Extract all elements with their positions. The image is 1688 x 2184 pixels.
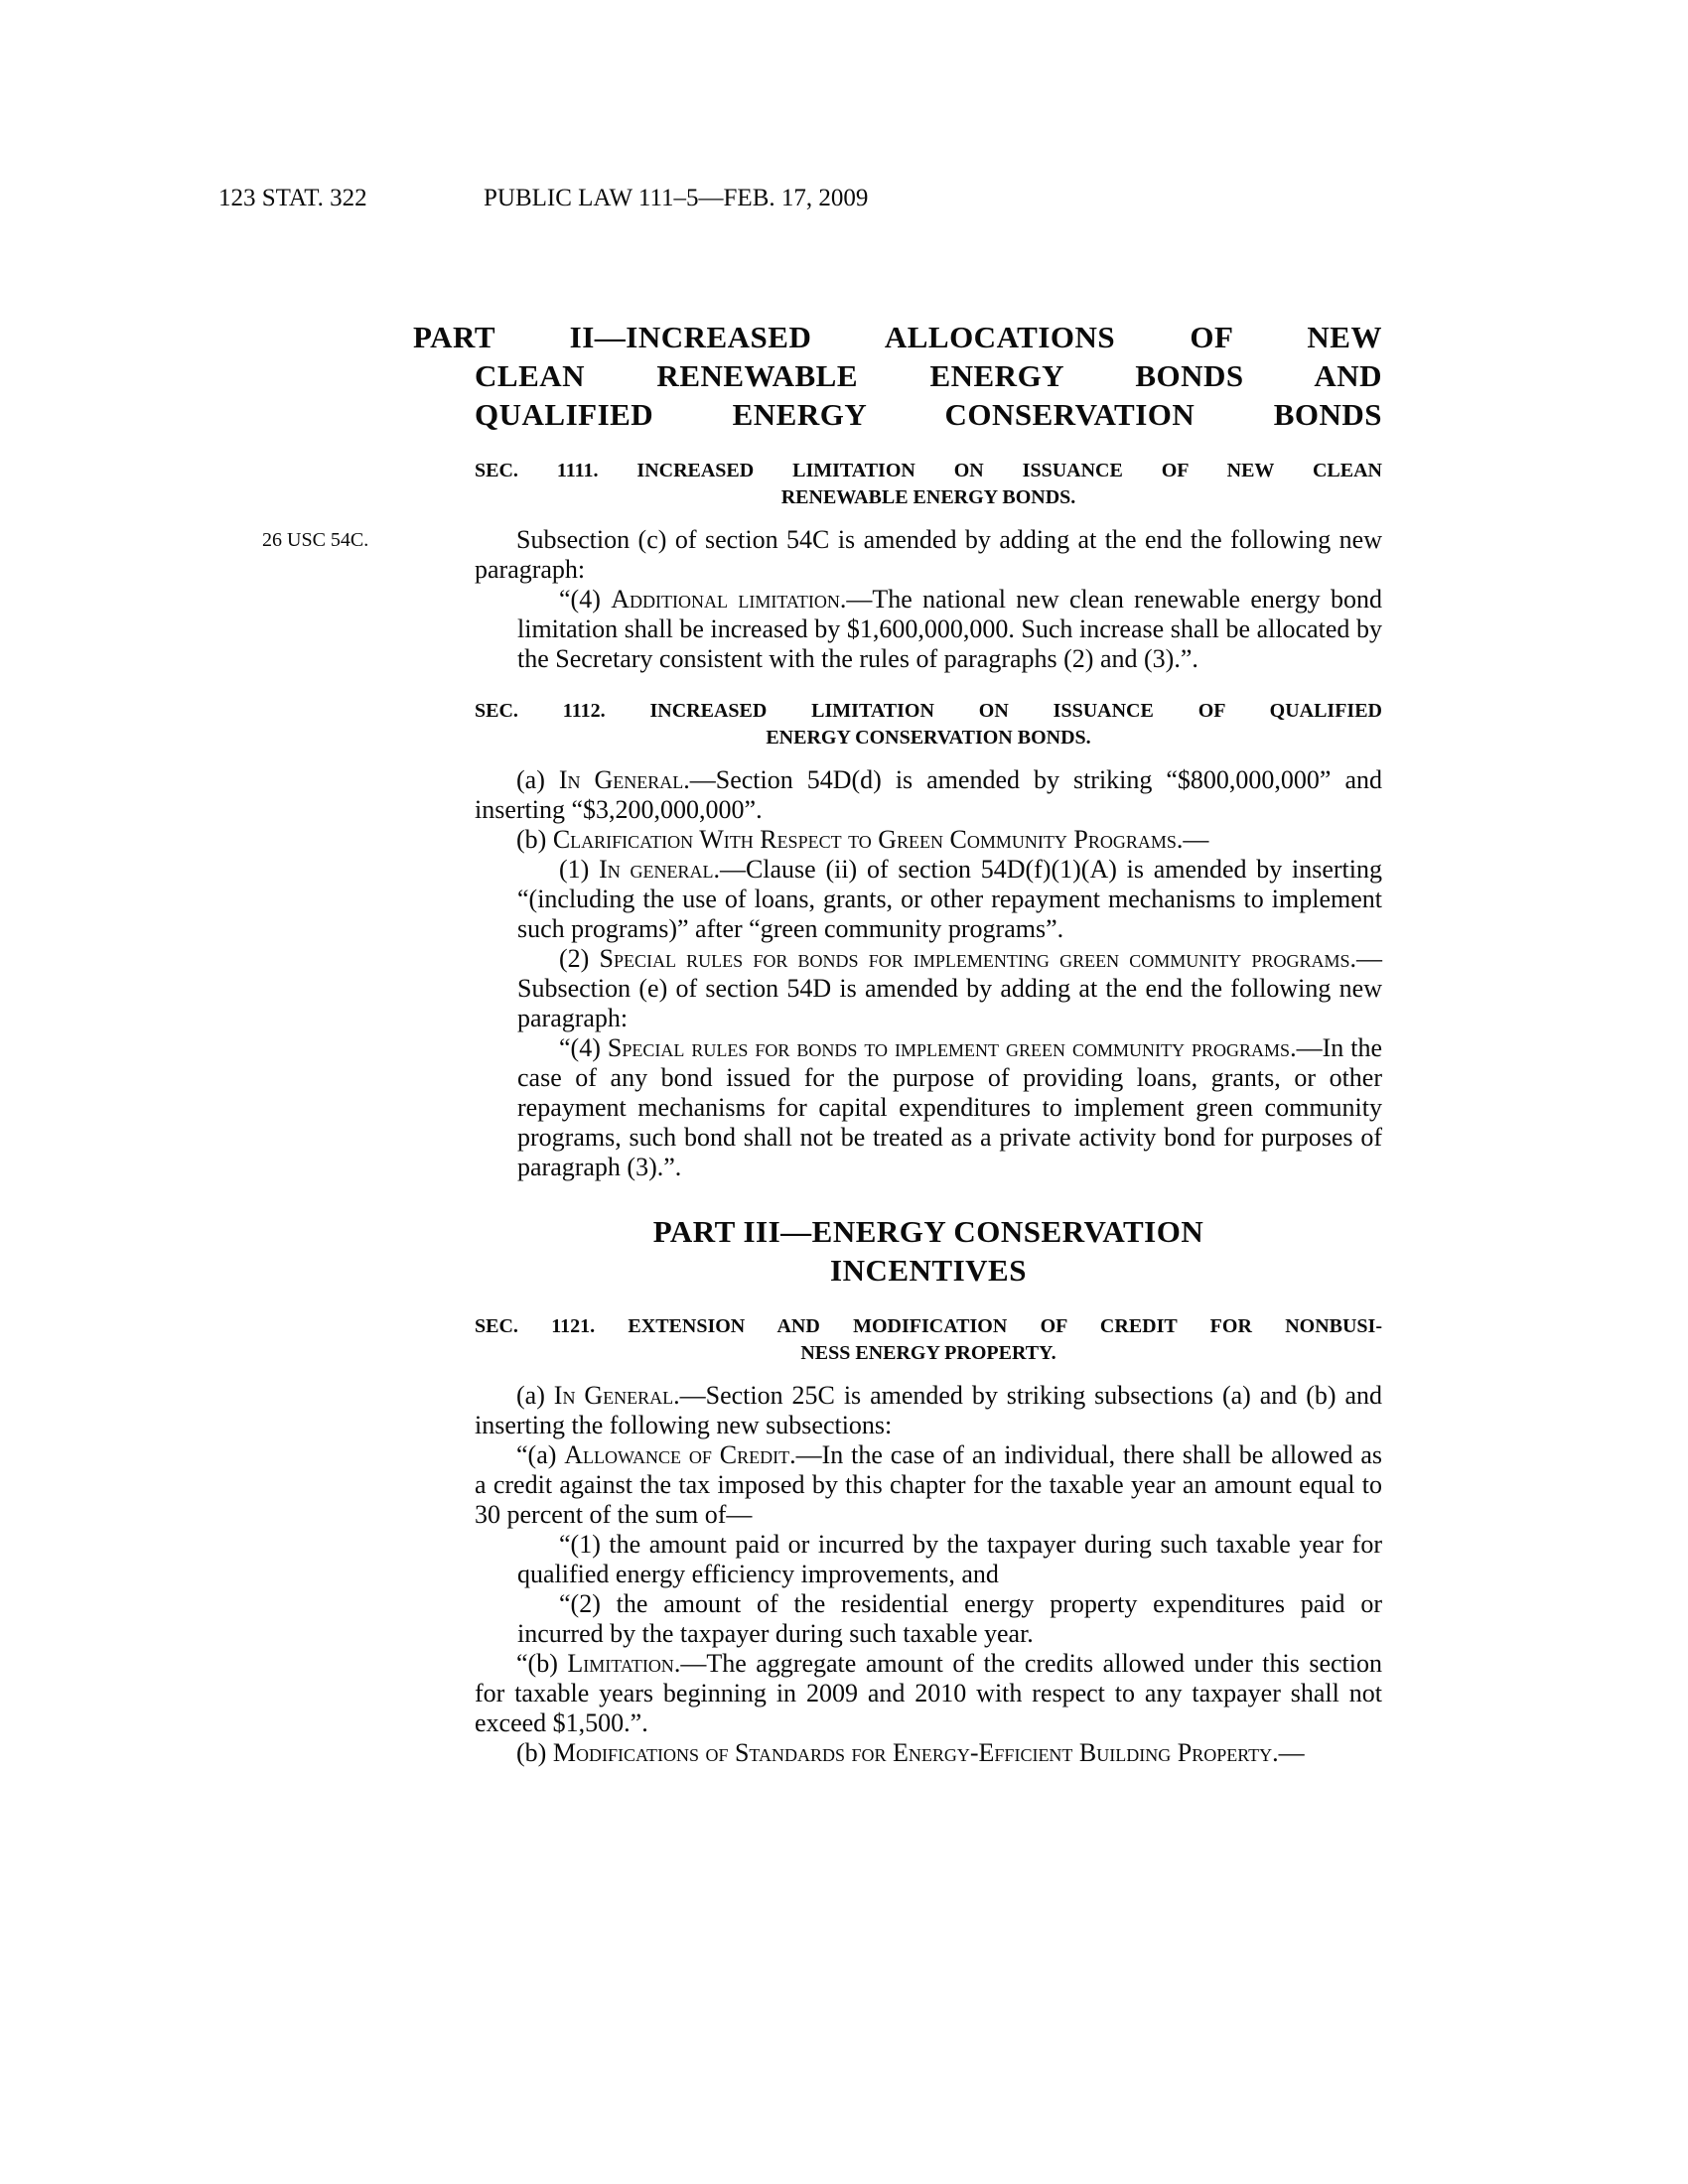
sec-1121-heading-line: NESS ENERGY PROPERTY. — [800, 1342, 1056, 1364]
body-paragraph: (a) In General.—Section 54D(d) is amended by striking “$800,000,000” and inserting “$3,200,000,000”. — [475, 765, 1382, 824]
sec-1121-heading-line: SEC. 1121. EXTENSION AND MODIFICATION OF CREDIT FOR NONBUSI- — [475, 1315, 1382, 1337]
sec-1111-heading-line: SEC. 1111. INCREASED LIMITATION ON ISSUANCE OF NEW CLEAN — [475, 460, 1382, 481]
body-paragraph: (b) Clarification With Respect to Green Community Programs.— — [516, 825, 1209, 854]
part-ii-heading — [413, 318, 1382, 434]
sec-1111-heading — [475, 458, 1382, 511]
body-paragraph: “(b) Limitation.—The aggregate amount of the credits allowed under this section for taxable years beginning in 2009 and 2010 with respect to any taxpayer shall not exceed $1,500.”. — [475, 1649, 1382, 1737]
sec-1111-heading-line: RENEWABLE ENERGY BONDS. — [780, 486, 1076, 508]
sec-1121-heading — [475, 1313, 1382, 1367]
body-paragraph: “(2) the amount of the residential energy property expenditures paid or incurred by the taxpayer during such taxable year. — [517, 1589, 1382, 1648]
page-header — [0, 185, 1688, 218]
body-paragraph: (b) Modifications of Standards for Energy-Efficient Building Property.— — [516, 1738, 1305, 1767]
body-paragraph: (1) In general.—Clause (ii) of section 54D(f)(1)(A) is amended by inserting “(including the use of loans, grants, or other repayment mechanisms to implement such programs)” after “green community programs”. — [517, 855, 1382, 943]
part-iii-heading — [413, 1212, 1382, 1290]
sec-1111-intro-wrap — [262, 525, 1382, 585]
part-ii-heading-line: PART II—INCREASED ALLOCATIONS OF NEW — [413, 320, 1382, 354]
body-paragraph: “(a) Allowance of Credit.—In the case of an individual, there shall be allowed as a credit against the tax imposed by this chapter for the taxable year an amount equal to 30 percent of the sum of— — [475, 1440, 1382, 1529]
public-law-citation: PUBLIC LAW 111–5—FEB. 17, 2009 — [484, 185, 869, 211]
part-ii-heading-line: QUALIFIED ENERGY CONSERVATION BONDS — [475, 397, 1382, 432]
body-paragraph: Subsection (c) of section 54C is amended by adding at the end the following new paragraph: — [475, 525, 1382, 584]
body-paragraph: “(1) the amount paid or incurred by the taxpayer during such taxable year for qualified energy efficiency improvements, and — [517, 1530, 1382, 1588]
part-iii-heading-line: PART III—ENERGY CONSERVATION — [652, 1214, 1204, 1249]
sec-1112-heading-line: ENERGY CONSERVATION BONDS. — [766, 727, 1091, 749]
body-paragraph: “(4) Additional limitation.—The national new clean renewable energy bond limitation shall be increased by $1,600,000,000. Such increase shall be allocated by the Secretary consistent with the rules of paragraphs (2) and (3).”. — [517, 585, 1383, 673]
part-iii-heading-line: INCENTIVES — [830, 1253, 1027, 1288]
statute-body — [262, 318, 1383, 1768]
body-paragraph: (2) Special rules for bonds for implementing green community programs.—Subsection (e) of section 54D is amended by adding at the end the following new paragraph: — [517, 944, 1382, 1032]
margin-note-usc: 26 USC 54C. — [262, 529, 369, 551]
stat-page-citation: 123 STAT. 322 — [218, 185, 367, 211]
body-paragraph: (a) In General.—Section 25C is amended by striking subsections (a) and (b) and inserting the following new subsections: — [475, 1381, 1382, 1439]
body-paragraph: “(4) Special rules for bonds to implement green community programs.—In the case of any bond issued for the purpose of providing loans, grants, or other repayment mechanisms for capital expenditures to implement green community programs, such bond shall not be treated as a private activity bond for purposes of paragraph (3).”. — [517, 1033, 1382, 1181]
sec-1112-heading-line: SEC. 1112. INCREASED LIMITATION ON ISSUANCE OF QUALIFIED — [475, 700, 1382, 722]
sec-1112-heading — [475, 698, 1382, 751]
part-ii-heading-line: CLEAN RENEWABLE ENERGY BONDS AND — [475, 358, 1382, 393]
